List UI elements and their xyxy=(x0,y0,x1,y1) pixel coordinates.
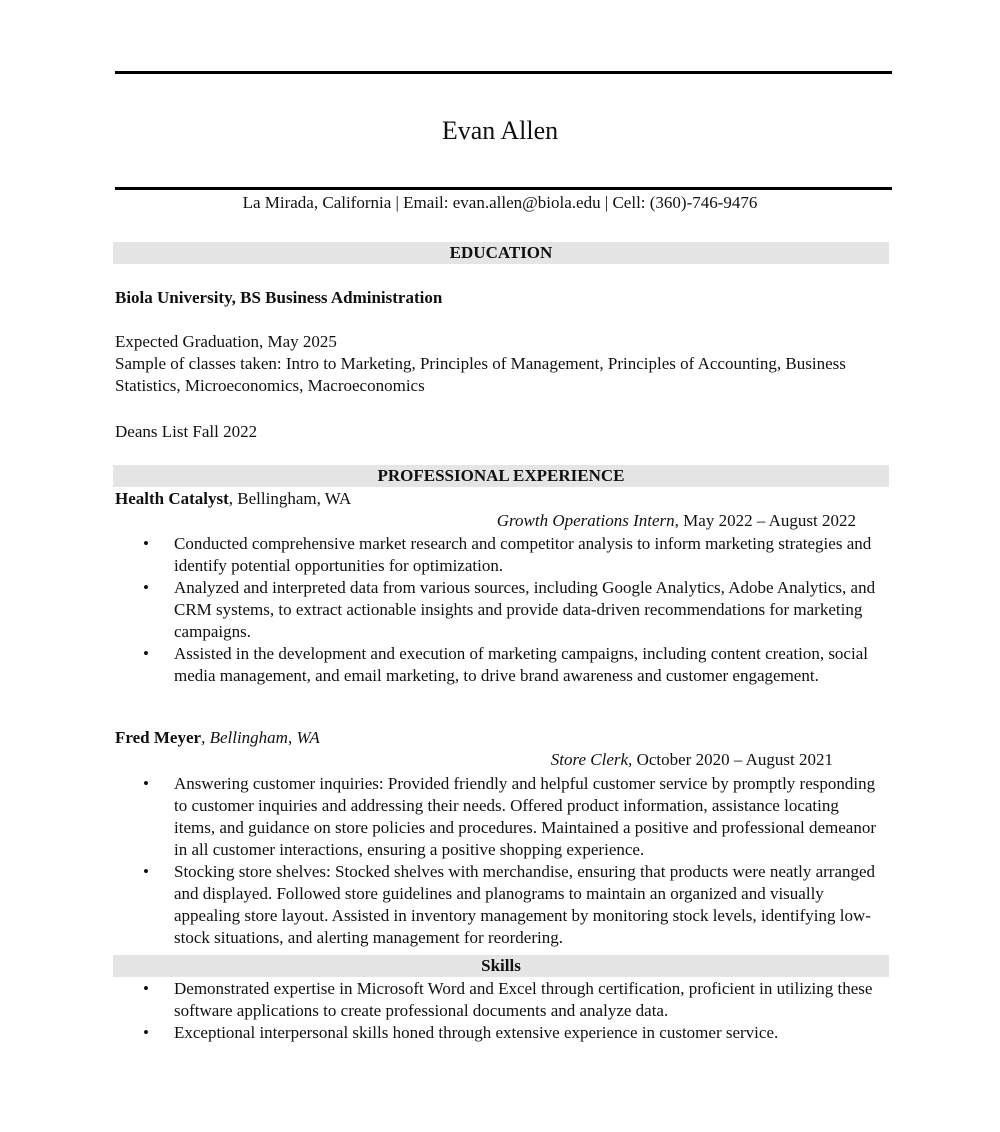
skills-bullets xyxy=(115,978,885,1044)
list-item: • Stocking store shelves: Stocked shelves with merchandise, ensuring that products were neatly arranged and displayed. Followed store guidelines and planograms to maintain an organized and visually appealing store layout. Assisted in inventory management by monitoring stock levels, identifying low-stock situations, and alerting management for reordering. xyxy=(115,861,880,949)
job-location: , Bellingham, WA xyxy=(228,489,352,508)
skills-heading: Skills xyxy=(113,955,889,977)
list-item: • Analyzed and interpreted data from various sources, including Google Analytics, Adobe Analytics, and CRM systems, to extract actionable insights and provide data-driven recommendations for marketing campaigns. xyxy=(115,577,880,643)
experience-heading: PROFESSIONAL EXPERIENCE xyxy=(113,465,889,487)
candidate-name: Evan Allen xyxy=(441,116,559,145)
job-company: Fred Meyer xyxy=(115,728,202,747)
list-item: • Answering customer inquiries: Provided friendly and helpful customer service by promptly responding to customer inquiries and addressing their needs. Offered product information, assistance locating items, and guidance on store policies and procedures. Maintained a positive and professional demeanor in all customer interactions, ensuring a positive shopping experience. xyxy=(115,773,880,861)
list-item: • Conducted comprehensive market research and competitor analysis to inform marketing strategies and identify potential opportunities for optimization. xyxy=(115,533,880,577)
job-employer-line xyxy=(115,727,320,749)
graduation-date: Expected Graduation, May 2025 xyxy=(115,332,337,351)
job-dates: , May 2022 – August 2022 xyxy=(674,511,856,530)
list-item: • Assisted in the development and execution of marketing campaigns, including content creation, social media management, and email marketing, to drive brand awareness and customer engagement. xyxy=(115,643,880,687)
job-bullets xyxy=(115,773,880,949)
list-item: • Demonstrated expertise in Microsoft Word and Excel through certification, proficient in utilizing these software applications to create professional documents and analyze data. xyxy=(115,978,885,1022)
top-rule xyxy=(115,71,892,74)
school-degree: Biola University, BS Business Administration xyxy=(115,288,443,307)
education-heading: EDUCATION xyxy=(113,242,889,264)
job-title: Growth Operations Intern xyxy=(496,511,675,530)
job-title: Store Clerk, xyxy=(550,750,633,769)
honors: Deans List Fall 2022 xyxy=(115,422,258,441)
job-company: Health Catalyst xyxy=(115,489,229,508)
job-bullets xyxy=(115,533,880,687)
classes-taken: Sample of classes taken: Intro to Marketing, Principles of Management, Principles of Accounting, Business Statistics, Microeconomics, Macroeconomics xyxy=(115,354,846,395)
job-title-line xyxy=(300,510,856,532)
job-title-line xyxy=(300,749,833,771)
list-item: • Exceptional interpersonal skills honed through extensive experience in customer service. xyxy=(115,1022,885,1044)
job-dates: October 2020 – August 2021 xyxy=(632,750,833,769)
job-employer-line xyxy=(115,488,351,510)
contact-line: La Mirada, California | Email: evan.allen@biola.edu | Cell: (360)-746-9476 xyxy=(242,193,758,212)
job-location: , Bellingham, WA xyxy=(201,728,320,747)
header-rule xyxy=(115,187,892,190)
